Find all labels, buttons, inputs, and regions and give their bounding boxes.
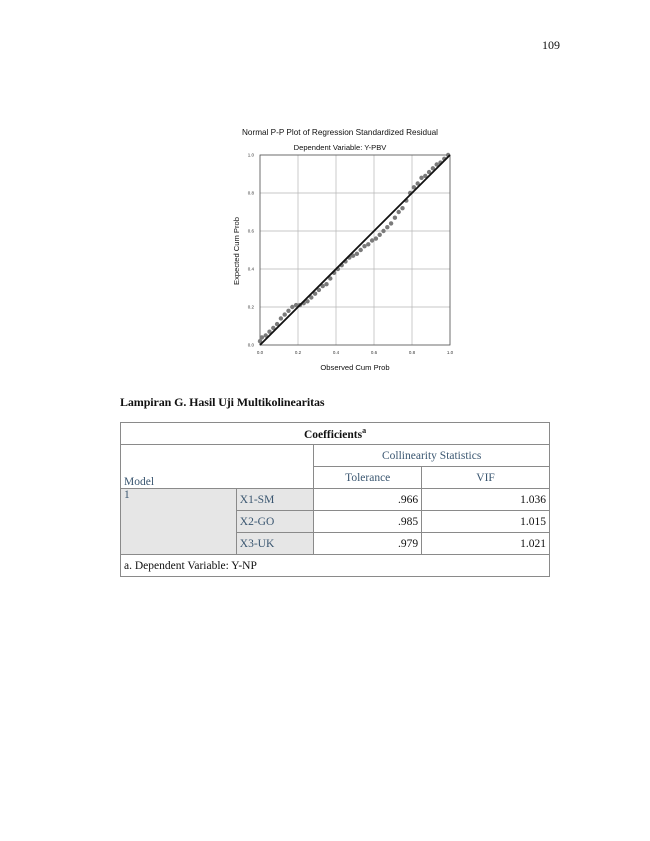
- data-point: [419, 176, 423, 180]
- data-point: [359, 248, 363, 252]
- y-tick-label: 0.0: [247, 342, 254, 348]
- x-tick-label: 0.8: [408, 350, 416, 355]
- data-point: [290, 305, 294, 309]
- data-point: [355, 252, 359, 256]
- table-footnote: a. Dependent Variable: Y-NP: [121, 555, 550, 577]
- pp-plot-chart: [225, 123, 465, 373]
- y-axis-label: Expected Cum Prob: [232, 217, 241, 285]
- variable-cell: X1-SM: [236, 489, 314, 511]
- vif-cell: 1.021: [422, 533, 550, 555]
- data-point: [283, 312, 287, 316]
- footnote-row: [121, 555, 550, 577]
- vif-cell: 1.036: [422, 489, 550, 511]
- y-tick-label: 1.0: [247, 152, 254, 158]
- tolerance-cell: .985: [314, 511, 422, 533]
- y-tick-label: 0.8: [247, 190, 254, 196]
- x-tick-label: 0.2: [294, 350, 302, 355]
- data-point: [397, 210, 401, 214]
- x-tick-label: 0.4: [332, 350, 340, 355]
- x-axis-label: Observed Cum Prob: [320, 363, 390, 372]
- table-title-superscript: a: [362, 426, 367, 436]
- data-point: [279, 316, 283, 320]
- y-tick-label: 0.6: [247, 228, 254, 234]
- tolerance-cell: .979: [314, 533, 422, 555]
- group-header-row: [121, 445, 550, 467]
- data-point: [374, 236, 378, 240]
- section-heading: Lampiran G. Hasil Uji Multikolinearitas: [120, 395, 325, 409]
- tolerance-header: Tolerance: [314, 467, 422, 489]
- reference-line: [260, 155, 450, 345]
- model-header: Model: [121, 445, 314, 489]
- collinearity-header: Collinearity Statistics: [314, 445, 550, 467]
- table-row: [121, 489, 550, 511]
- model-number: 1: [121, 489, 237, 555]
- page-number: 109: [542, 38, 560, 52]
- table-title: Coefficients: [303, 428, 363, 441]
- table-title-cell: [121, 423, 550, 445]
- variable-cell: X2-GO: [236, 511, 314, 533]
- data-point: [362, 244, 366, 248]
- x-tick-label: 1.0: [446, 350, 454, 355]
- vif-cell: 1.015: [422, 511, 550, 533]
- data-point: [389, 221, 393, 225]
- data-point: [381, 229, 385, 233]
- data-point: [400, 206, 404, 210]
- y-tick-label: 0.2: [247, 304, 254, 310]
- y-tick-label: 0.4: [247, 266, 254, 272]
- x-tick-label: 0.6: [370, 350, 378, 355]
- x-tick-label: 0.0: [256, 350, 264, 355]
- data-point: [385, 225, 389, 229]
- variable-cell: X3-UK: [236, 533, 314, 555]
- data-point: [260, 335, 264, 339]
- data-point: [286, 309, 290, 313]
- table-title-row: [121, 423, 550, 445]
- chart-subtitle: Dependent Variable: Y-PBV: [293, 143, 387, 152]
- vif-header: VIF: [422, 467, 550, 489]
- chart-title: Normal P-P Plot of Regression Standardized Residual: [242, 128, 438, 137]
- data-point: [324, 282, 328, 286]
- coefficients-table: [120, 422, 550, 577]
- data-point: [393, 216, 397, 220]
- data-point: [370, 238, 374, 242]
- pp-plot-svg: [225, 123, 465, 373]
- tolerance-cell: .966: [314, 489, 422, 511]
- data-point: [378, 233, 382, 237]
- data-point: [366, 242, 370, 246]
